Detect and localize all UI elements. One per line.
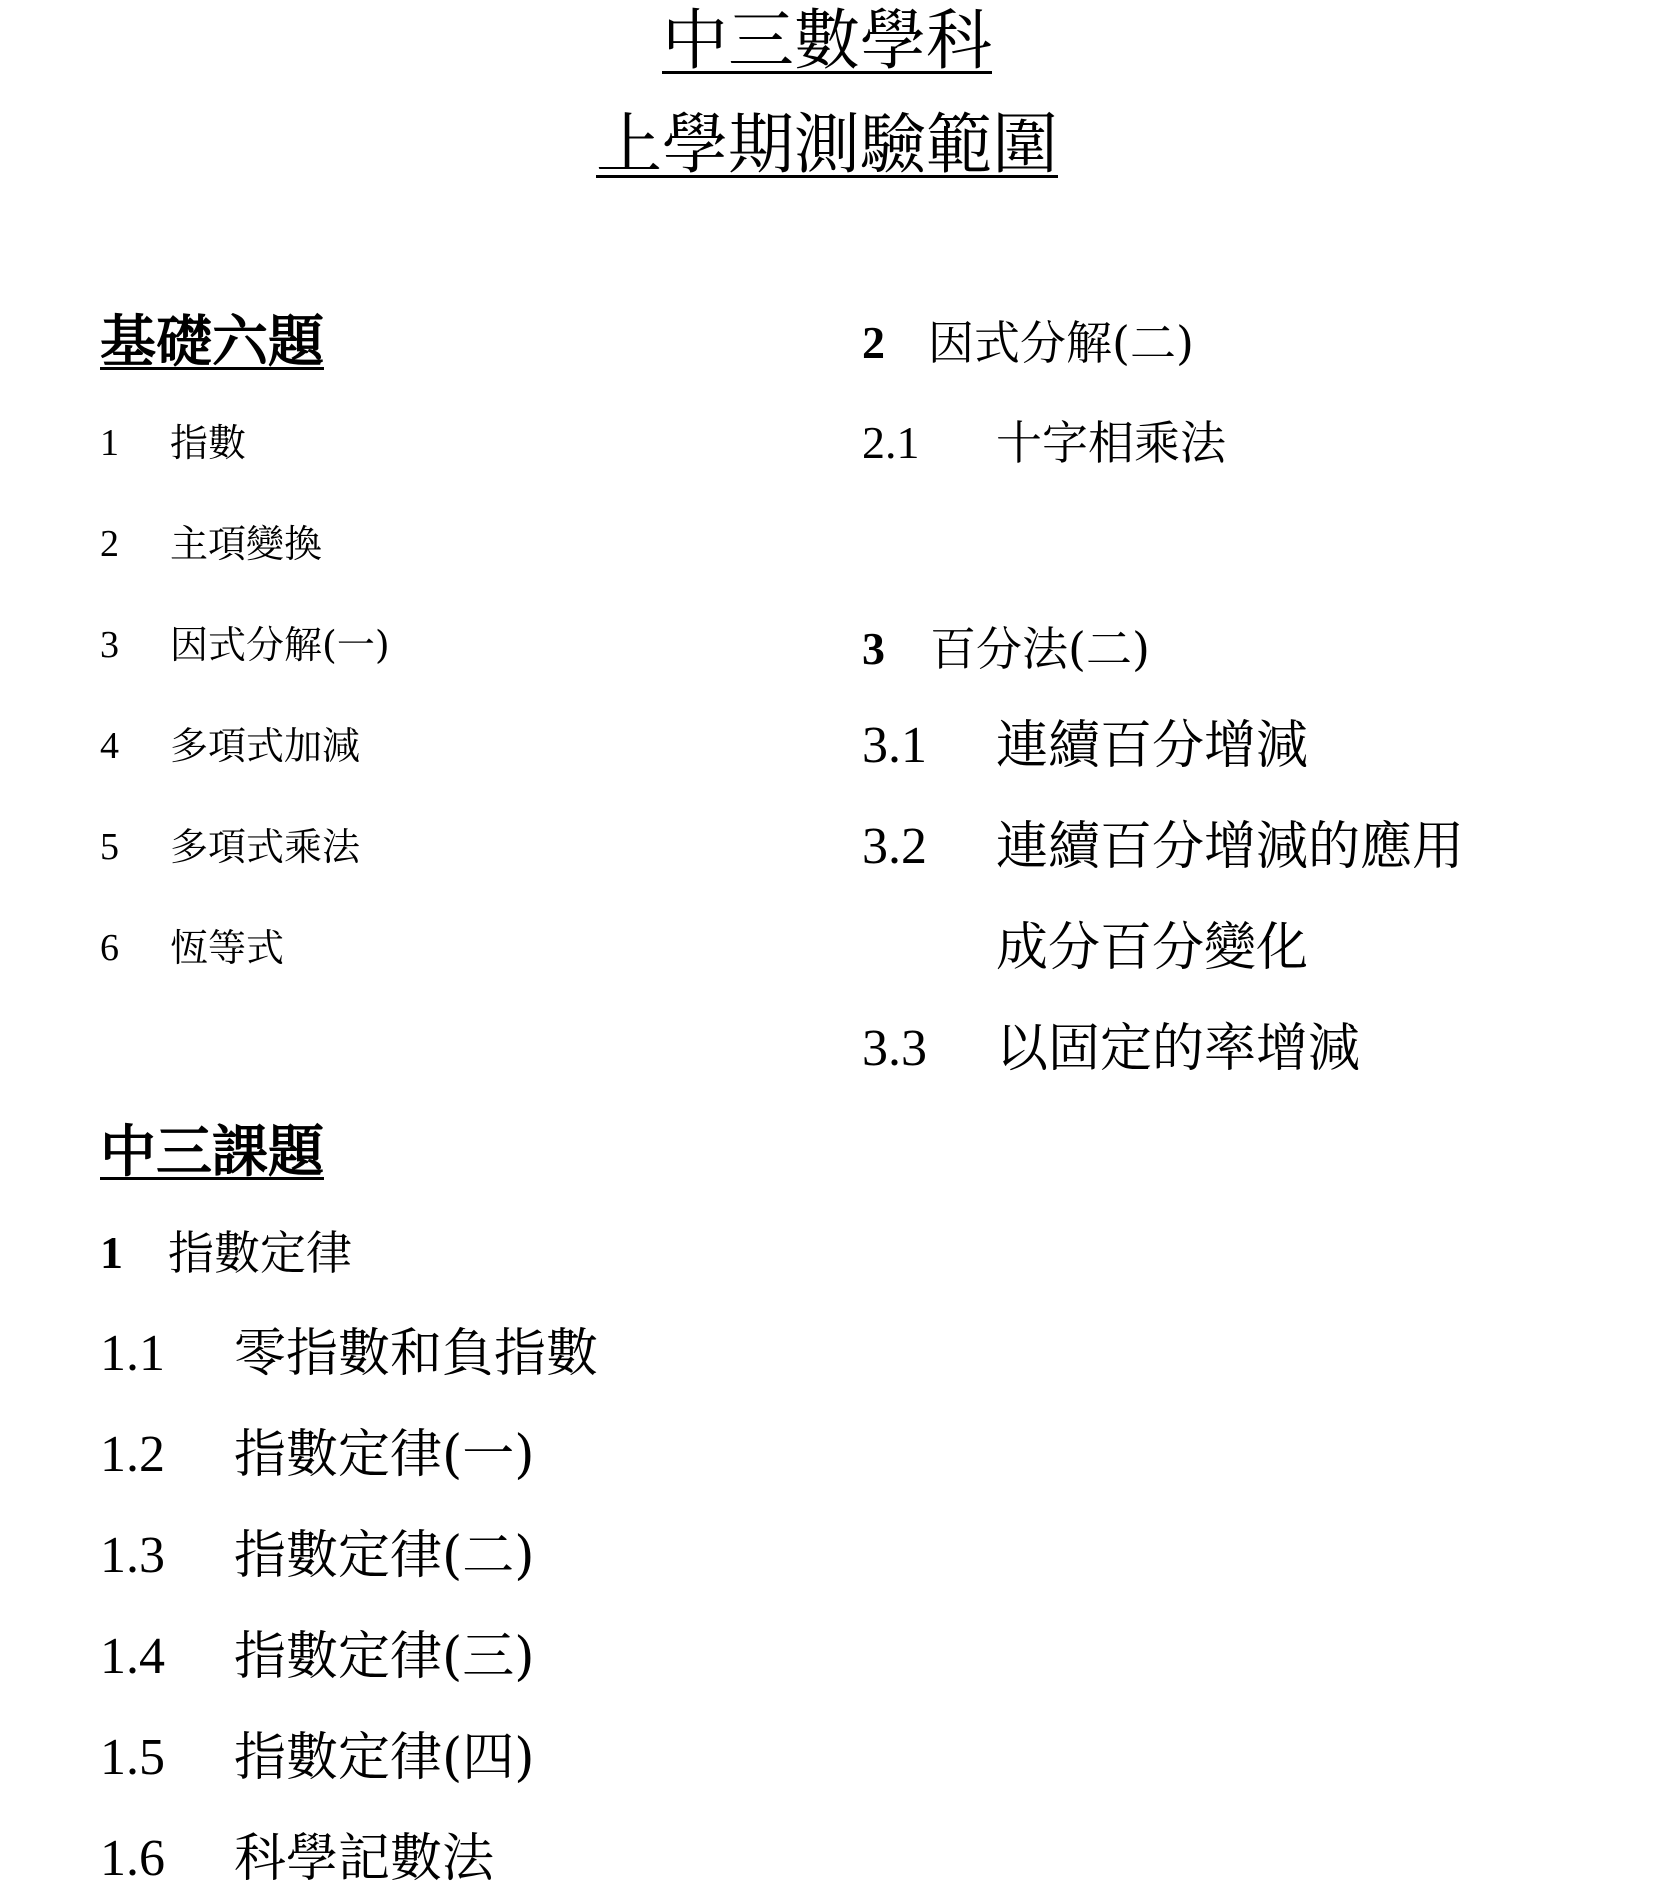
subtopic-number: 3.3 — [862, 1020, 927, 1077]
basic-item-number: 6 — [100, 927, 119, 969]
subtopic-number: 1.6 — [100, 1830, 165, 1887]
subtopic-number: 2.1 — [862, 417, 920, 468]
topic-title: 百分法(二) — [930, 622, 1150, 676]
basic-item-number: 3 — [100, 624, 119, 666]
basic-item-text: 多項式乘法 — [170, 825, 361, 869]
topic-number: 2 — [862, 317, 885, 368]
subtopic-title: 連續百分增減的應用 — [996, 817, 1465, 877]
basic-section-heading: 基礎六題 — [100, 309, 324, 375]
basic-item-number: 4 — [100, 725, 119, 767]
subtopic-number: 1.4 — [100, 1628, 165, 1685]
subtopic-title: 指數定律(三) — [234, 1627, 535, 1687]
basic-item-text: 多項式加減 — [170, 724, 361, 768]
basic-item-text: 指數 — [170, 421, 247, 465]
subtopic-number: 1.1 — [100, 1325, 165, 1382]
basic-item-text: 主項變換 — [170, 522, 323, 566]
basic-item-text: 恆等式 — [170, 926, 285, 970]
subtopic-number: 3.2 — [862, 818, 927, 875]
subtopic-title: 指數定律(一) — [234, 1425, 535, 1485]
subtopic-title: 科學記數法 — [234, 1829, 495, 1889]
page-title-line1: 中三數學科 — [662, 2, 992, 79]
basic-item-number: 1 — [100, 422, 119, 464]
subtopic-title: 連續百分增減 — [996, 716, 1309, 776]
basic-item-number: 2 — [100, 523, 119, 565]
subtopic-title: 指數定律(四) — [234, 1728, 535, 1788]
f3-section-heading: 中三課題 — [100, 1119, 324, 1185]
subtopic-number: 1.2 — [100, 1426, 165, 1483]
subtopic-number: 1.5 — [100, 1729, 165, 1786]
topic-title: 因式分解(二) — [928, 316, 1194, 370]
subtopic-number: 3.1 — [862, 717, 927, 774]
page-title-line2: 上學期測驗範圍 — [596, 106, 1058, 183]
subtopic-title: 以固定的率增減 — [996, 1019, 1361, 1079]
basic-item-number: 5 — [100, 826, 119, 868]
subtopic-title: 零指數和負指數 — [234, 1324, 599, 1384]
subtopic-number: 1.3 — [100, 1527, 165, 1584]
basic-item-text: 因式分解(一) — [170, 623, 390, 667]
subtopic-title: 十字相乘法 — [996, 416, 1226, 470]
topic-title: 指數定律 — [168, 1226, 352, 1280]
topic-number: 1 — [100, 1227, 123, 1278]
topic-number: 3 — [862, 623, 885, 674]
subtopic-title: 指數定律(二) — [234, 1526, 535, 1586]
subtopic-title-line2: 成分百分變化 — [996, 918, 1309, 978]
